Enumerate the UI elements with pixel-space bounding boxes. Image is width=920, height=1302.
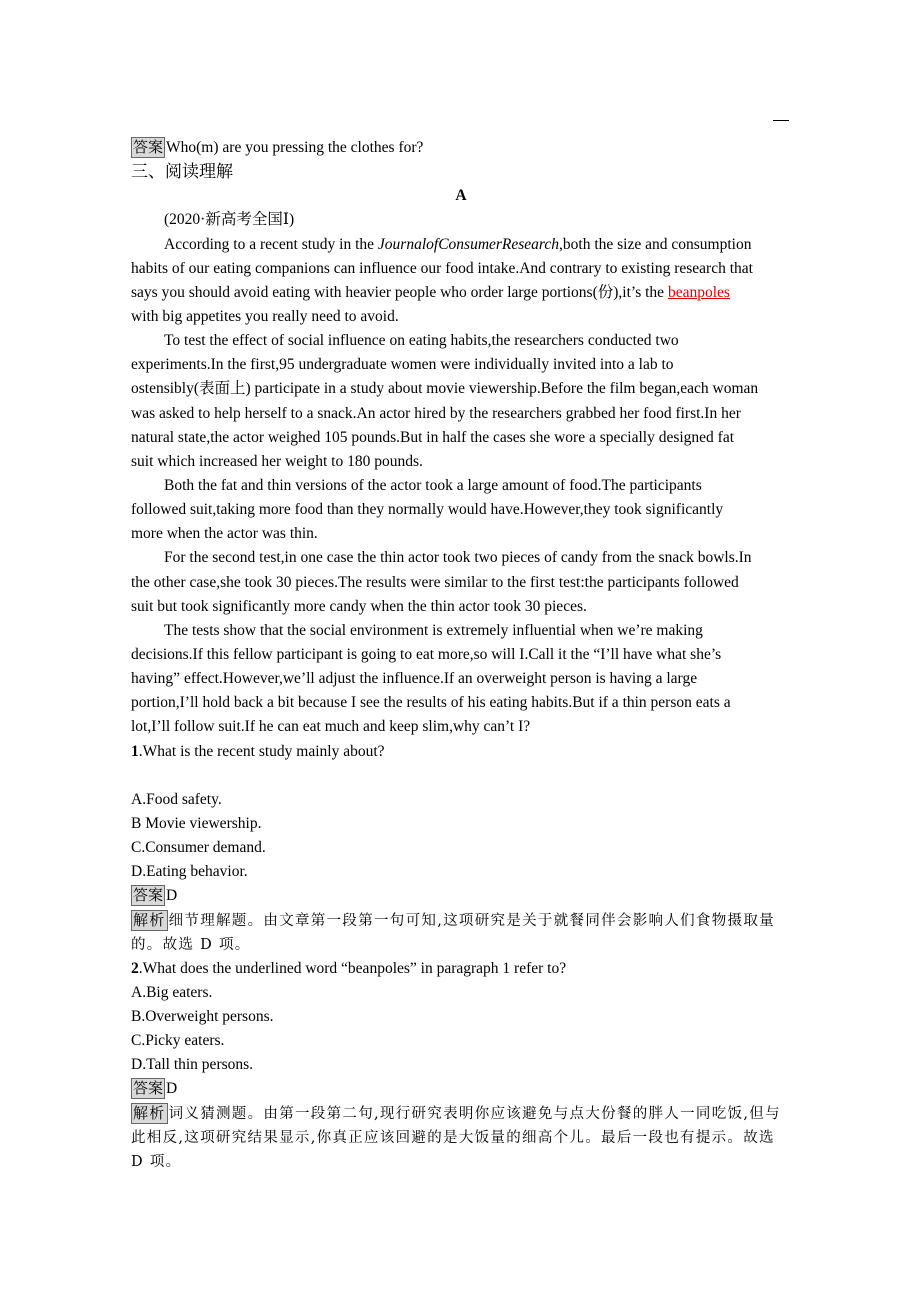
line: portion,I’ll hold back a bit because I see the results of his eating habits.But if a thin person eats a (131, 694, 731, 712)
analysis-line (131, 1102, 791, 1126)
analysis-text: 细节理解题。由文章第一段第一句可知,这项研究是关于就餐同伴会影响人们食物摄取量 (168, 912, 775, 929)
line: experiments.In the first,95 undergraduate women were individually invited into a lab to (131, 356, 674, 374)
analysis-text: D 项。 (131, 1153, 182, 1170)
line: The tests show that the social environment is extremely influential when we’re making (164, 621, 703, 639)
question-number: 1 (131, 742, 139, 760)
answer-tag: 答案 (133, 886, 164, 905)
analysis-text: 的。故选 D 项。 (131, 936, 251, 953)
line: ostensibly(表面上) participate in a study about movie viewership.Before the film began,each woman (131, 380, 759, 398)
line (131, 281, 791, 305)
line: habits of our eating companions can influence our food intake.And contrary to existing research that (131, 259, 753, 277)
analysis-tag: 解析 (133, 910, 166, 929)
line: with big appetites you really need to avoid. (131, 307, 399, 325)
text: says you should avoid eating with heavier people who order large portions(份),it’s the (131, 283, 668, 301)
question-stem (131, 740, 791, 764)
option: A.Food safety. (131, 790, 222, 808)
analysis-text: 此相反,这项研究结果显示,你真正应该回避的是大饭量的细高个儿。最后一段也有提示。故选 (131, 1129, 775, 1146)
question-text: .What does the underlined word “beanpoles” in paragraph 1 refer to? (138, 959, 567, 977)
option: C.Picky eaters. (131, 1032, 225, 1050)
text: According to a recent study in the (164, 235, 378, 253)
answer-value: D (166, 887, 178, 905)
passage-paragraph-4 (131, 546, 791, 618)
line: decisions.If this fellow participant is going to eat more,so will I.Call it the “I’ll have what she’s (131, 645, 722, 663)
answer (131, 1077, 791, 1101)
text: ,both the size and consumption (559, 235, 752, 253)
line: To test the effect of social influence on eating habits,the researchers conducted two (164, 332, 679, 350)
line: lot,I’ll follow suit.If he can eat much and keep slim,why can’t I? (131, 718, 531, 736)
section-heading: 三、阅读理解 (131, 162, 233, 183)
passage-paragraph-3 (131, 474, 791, 546)
line: Both the fat and thin versions of the actor took a large amount of food.The participants (164, 476, 702, 494)
passage-source: (2020·新高考全国Ⅰ) (164, 211, 295, 229)
answer-tag: 答案 (133, 138, 164, 156)
line: For the second test,in one case the thin actor took two pieces of candy from the snack bowls.In (164, 549, 752, 567)
analysis-text: 词义猜测题。由第一段第二句,现行研究表明你应该避免与点大份餐的胖人一同吃饭,但与 (168, 1105, 781, 1122)
journal-title: JournalofConsumerResearch (377, 235, 560, 253)
line (131, 233, 791, 257)
underlined-word: beanpoles (667, 283, 730, 301)
passage-label: A (455, 187, 467, 205)
question-number: 2 (131, 959, 139, 977)
option: C.Consumer demand. (131, 839, 266, 857)
header-dash (773, 120, 789, 121)
option: A.Big eaters. (131, 983, 213, 1001)
analysis-line (131, 909, 791, 933)
passage-paragraph-2 (131, 329, 791, 474)
line: more when the actor was thin. (131, 525, 318, 543)
document-content (131, 136, 791, 1174)
analysis-tag: 解析 (133, 1103, 166, 1122)
line: suit but took significantly more candy when the thin actor took 30 pieces. (131, 597, 587, 615)
line: the other case,she took 30 pieces.The results were similar to the first test:the participants followed (131, 573, 739, 591)
question-text: .What is the recent study mainly about? (138, 742, 385, 760)
questions (131, 740, 791, 1175)
passage-paragraph-5 (131, 619, 791, 740)
question-stem (131, 957, 791, 981)
previous-answer (131, 136, 791, 160)
answer-tag: 答案 (133, 1079, 164, 1098)
passage-paragraph-1 (131, 233, 791, 330)
blank-line (131, 764, 791, 788)
line: was asked to help herself to a snack.An actor hired by the researchers grabbed her food first.In her (131, 404, 741, 422)
line: natural state,the actor weighed 105 pounds.But in half the cases she wore a specially designed fat (131, 428, 735, 446)
line: followed suit,taking more food than they normally would have.However,they took significantly (131, 501, 724, 519)
option: B.Overweight persons. (131, 1008, 274, 1026)
line: having” effect.However,we’ll adjust the influence.If an overweight person is having a large (131, 670, 698, 688)
option: D.Tall thin persons. (131, 1056, 254, 1074)
option: B Movie viewership. (131, 814, 262, 832)
line: suit which increased her weight to 180 pounds. (131, 452, 423, 470)
answer-value: D (166, 1080, 178, 1098)
analysis-line (131, 1126, 791, 1150)
question-1 (131, 740, 791, 957)
answer (131, 884, 791, 908)
answer-text: Who(m) are you pressing the clothes for? (166, 139, 424, 156)
question-2 (131, 957, 791, 1174)
passage-body (131, 329, 791, 739)
analysis-line (131, 933, 791, 957)
analysis-line (131, 1150, 791, 1174)
option: D.Eating behavior. (131, 863, 248, 881)
